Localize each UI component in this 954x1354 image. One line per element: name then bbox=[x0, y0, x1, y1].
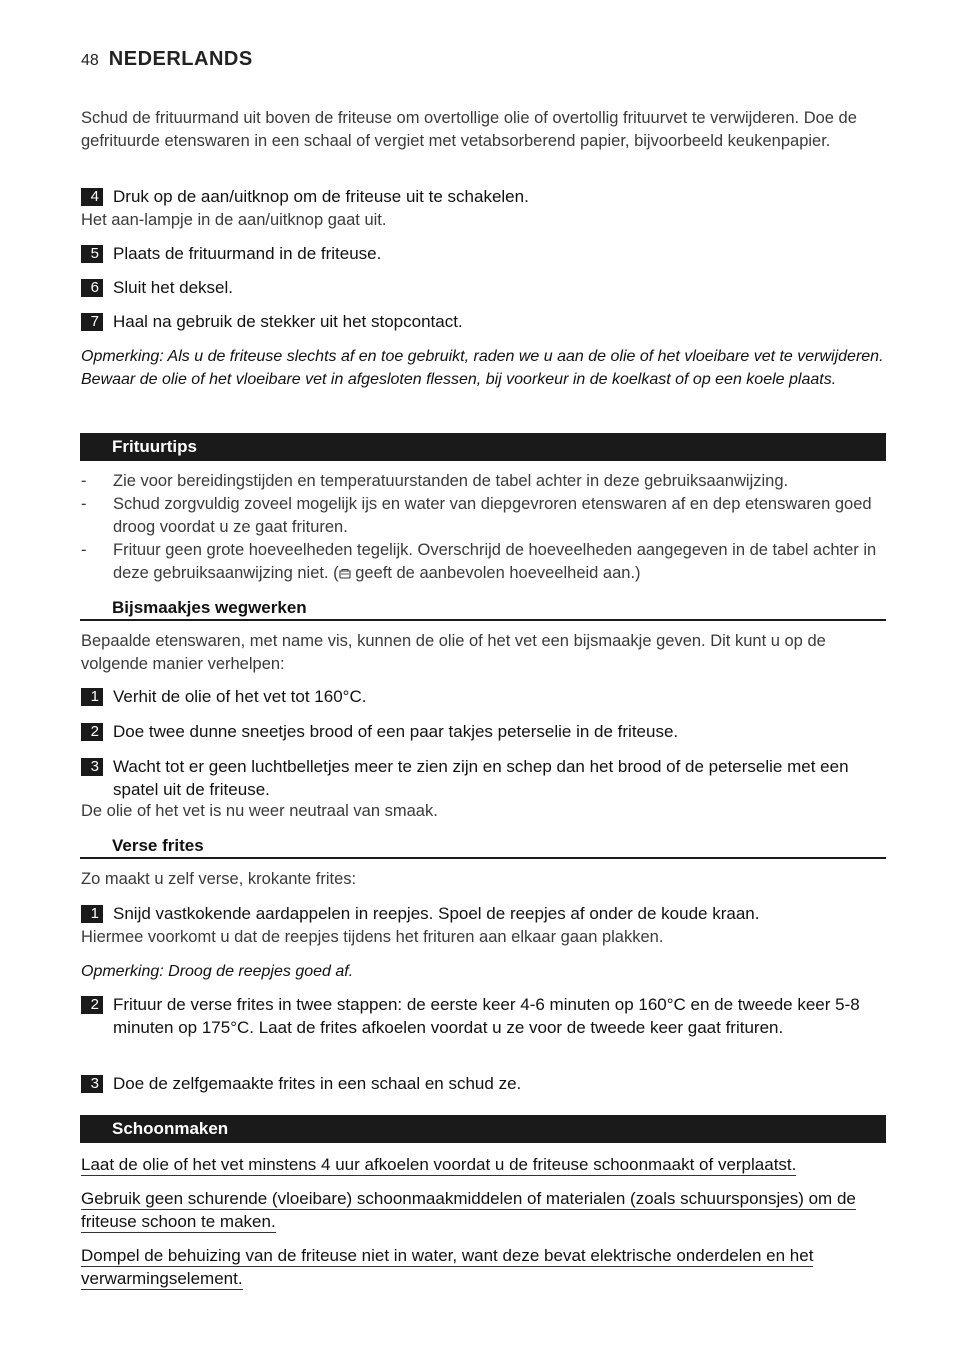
frites-intro: Zo maakt u zelf verse, krokante frites: bbox=[81, 870, 357, 888]
warning-text: Dompel de behuizing van de friteuse niet in water, want deze bevat elektrische onderdelen en het verwarmingselement. bbox=[81, 1246, 814, 1288]
section-header-bijsmaakjes: Bijsmaakjes wegwerken bbox=[80, 597, 886, 621]
step-text: Druk op de aan/uitknop om de friteuse uit te schakelen. bbox=[113, 187, 529, 206]
bullet-text bbox=[113, 539, 889, 585]
warning-text: Gebruik geen schurende (vloeibare) schoonmaakmiddelen of materialen (zoals schuursponsjes) om de friteuse schoon te maken. bbox=[81, 1189, 856, 1231]
bullet-dash: - bbox=[81, 541, 87, 559]
step-number: 3 bbox=[81, 758, 103, 776]
warning-text: Laat de olie of het vet minstens 4 uur afkoelen voordat u de friteuse schoonmaakt of verplaatst. bbox=[81, 1155, 797, 1174]
frites-step-2 bbox=[81, 994, 889, 1063]
step-4-result: Het aan-lampje in de aan/uitknop gaat uit. bbox=[81, 211, 387, 229]
bijsmaakjes-step-2 bbox=[81, 721, 889, 744]
note-dry: Opmerking: Droog de reepjes goed af. bbox=[81, 963, 354, 980]
step-number: 2 bbox=[81, 723, 103, 741]
section-header-frituurtips: Frituurtips bbox=[80, 433, 886, 461]
step-number: 3 bbox=[81, 1075, 103, 1093]
step-5 bbox=[81, 243, 889, 266]
language-title: NEDERLANDS bbox=[108, 48, 253, 70]
bijsmaakjes-step-1 bbox=[81, 686, 889, 709]
bullet-text-part: geeft de aanbevolen hoeveelheid aan.) bbox=[350, 563, 641, 582]
step-text: Snijd vastkokende aardappelen in reepjes. Spoel de reepjes af onder de koude kraan. bbox=[113, 904, 760, 923]
step-number: 4 bbox=[81, 188, 103, 206]
bijsmaakjes-step-3-result: De olie of het vet is nu weer neutraal van smaak. bbox=[81, 802, 438, 820]
step-4 bbox=[81, 186, 889, 209]
bullet-text: Schud zorgvuldig zoveel mogelijk ijs en water van diepgevroren etenswaren af en dep etenswaren goed droog voordat u ze gaat frituren. bbox=[113, 495, 872, 536]
step-text: Haal na gebruik de stekker uit het stopcontact. bbox=[113, 312, 463, 331]
warning-no-water bbox=[81, 1245, 889, 1291]
page-number: 48 bbox=[81, 52, 99, 69]
list-item bbox=[81, 493, 889, 539]
frites-step-1 bbox=[81, 903, 889, 926]
step-text: Sluit het deksel. bbox=[113, 278, 234, 297]
step-text: Doe twee dunne sneetjes brood of een paar takjes peterselie in de friteuse. bbox=[113, 722, 679, 741]
section-header-verse-frites: Verse frites bbox=[80, 835, 886, 859]
note-storage: Opmerking: Als u de friteuse slechts af en toe gebruikt, raden we u aan de olie of het vloeibare vet te verwijderen. Bewaar de olie of het vloeibare vet in afgesloten flessen, bij voorkeur in de koelkast of op een koele plaats. bbox=[81, 348, 884, 388]
warning-no-abrasives bbox=[81, 1188, 889, 1234]
bullet-dash: - bbox=[81, 472, 87, 490]
step-text: Verhit de olie of het vet tot 160°C. bbox=[113, 687, 367, 706]
step-7 bbox=[81, 311, 889, 334]
intro-paragraph: Schud de frituurmand uit boven de friteuse om overtollige olie of overtollig frituurvet te verwijderen. Doe de gefrituurde etenswaren in een schaal of vergiet met vetabsorberend papier, bijvoorbeeld keukenpapier. bbox=[81, 109, 857, 150]
bijsmaakjes-step-3 bbox=[81, 756, 889, 802]
step-text: Wacht tot er geen luchtbelletjes meer te zien zijn en schep dan het brood of de peterselie met een spatel uit de friteuse. bbox=[113, 757, 849, 799]
frites-step-3 bbox=[81, 1073, 889, 1096]
bullet-text-part: Frituur geen grote hoeveelheden tegelijk. Overschrijd de hoeveelheden aangegeven in de tabel achter in deze gebruiksaanwijzing niet. ( bbox=[113, 541, 877, 582]
step-number: 1 bbox=[81, 688, 103, 706]
list-item bbox=[81, 539, 889, 585]
bijsmaakjes-intro: Bepaalde etenswaren, met name vis, kunnen de olie of het vet een bijsmaakje geven. Dit kunt u op de volgende manier verhelpen: bbox=[81, 632, 826, 673]
step-text: Plaats de frituurmand in de friteuse. bbox=[113, 244, 382, 263]
step-number: 6 bbox=[81, 279, 103, 297]
bullet-text: Zie voor bereidingstijden en temperatuurstanden de tabel achter in deze gebruiksaanwijzing. bbox=[113, 472, 789, 490]
frites-step-1-result: Hiermee voorkomt u dat de reepjes tijdens het frituren aan elkaar gaan plakken. bbox=[81, 928, 664, 946]
pot-icon bbox=[339, 568, 351, 579]
step-6 bbox=[81, 277, 889, 300]
step-number: 7 bbox=[81, 313, 103, 331]
step-number: 5 bbox=[81, 245, 103, 263]
page-header bbox=[81, 48, 253, 71]
step-text: Frituur de verse frites in twee stappen: de eerste keer 4-6 minuten op 160°C en de tweede keer 5-8 minuten op 175°C. Laat de frites afkoelen voordat u ze voor de tweede keer gaat frituren. bbox=[113, 995, 860, 1037]
section-header-schoonmaken: Schoonmaken bbox=[80, 1115, 886, 1143]
step-text: Doe de zelfgemaakte frites in een schaal en schud ze. bbox=[113, 1074, 522, 1093]
step-number: 2 bbox=[81, 996, 103, 1014]
warning-cool-down bbox=[81, 1154, 889, 1177]
step-number: 1 bbox=[81, 905, 103, 923]
list-item bbox=[81, 470, 889, 493]
bullet-dash: - bbox=[81, 495, 87, 513]
